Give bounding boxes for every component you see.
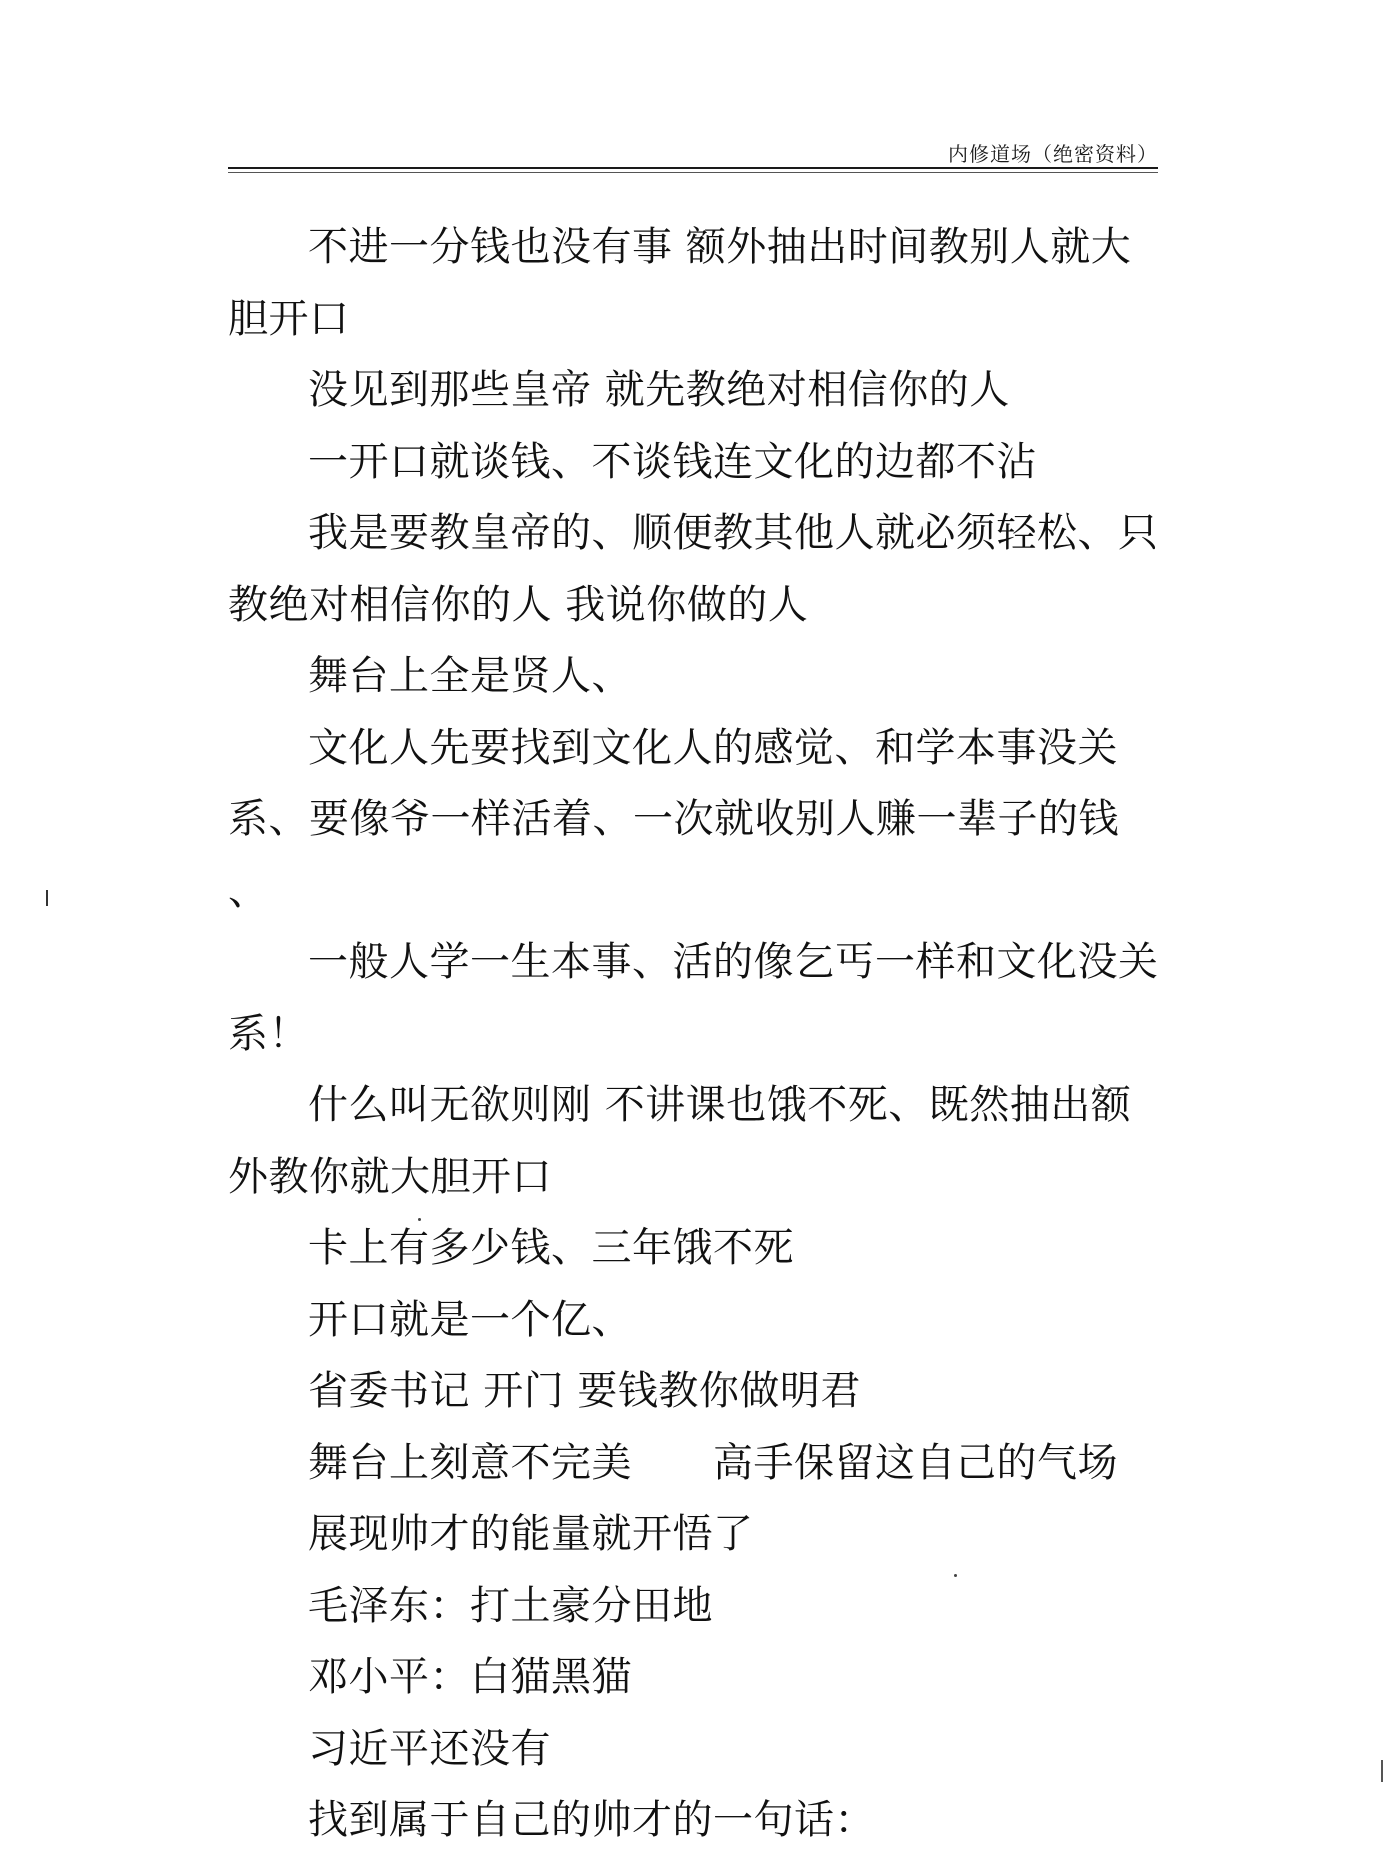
paragraph: 舞台上全是贤人、 — [308, 653, 632, 699]
paragraph: 毛泽东：打土豪分田地 — [308, 1582, 713, 1629]
scan-speck — [954, 1574, 957, 1577]
paragraph: 没见到那些皇帝 就先教绝对相信你的人 — [308, 367, 1010, 413]
paragraph: 舞台上刻意不完美 高手保留这自己的气场 — [308, 1439, 1118, 1486]
scan-corner-mark — [1381, 1760, 1383, 1782]
paragraph: 开口就是一个亿、 — [308, 1296, 632, 1343]
paragraph: 展现帅才的能量就开悟了 — [308, 1511, 754, 1557]
paragraph: 文化人先要找到文化人的感觉、和学本事没关系、要像爷一样活着、一次就收别人赚一辈子的钱 、 — [228, 724, 1119, 914]
paragraph: 习近平还没有 — [308, 1725, 551, 1772]
paragraph: 什么叫无欲则刚 不讲课也饿不死、既然抽出额外教你就大胆开口 — [228, 1082, 1132, 1200]
header-rule — [228, 167, 1158, 169]
paragraph: 找到属于自己的帅才的一句话： — [308, 1797, 875, 1843]
paragraph: 卡上有多少钱、三年饿不死 — [308, 1225, 794, 1271]
header-rule-thin — [228, 172, 1158, 173]
scan-speck — [418, 1218, 421, 1221]
body-text — [228, 212, 1168, 1857]
scan-margin-mark — [46, 890, 48, 906]
paragraph: 一般人学一生本事、活的像乞丐一样和文化没关系！ — [228, 939, 1159, 1057]
paragraph: 一开口就谈钱、不谈钱连文化的边都不沾 — [308, 438, 1037, 485]
paragraph: 我是要教皇帝的、顺便教其他人就必须轻松、只教绝对相信你的人 我说你做的人 — [228, 510, 1159, 628]
paragraph: 邓小平：白猫黑猫 — [308, 1654, 632, 1700]
paragraph: 省委书记 开门 要钱教你做明君 — [308, 1368, 861, 1414]
running-header-title: 内修道场（绝密资料） — [948, 142, 1158, 166]
paragraph: 不进一分钱也没有事 额外抽出时间教别人就大胆开口 — [228, 224, 1132, 342]
